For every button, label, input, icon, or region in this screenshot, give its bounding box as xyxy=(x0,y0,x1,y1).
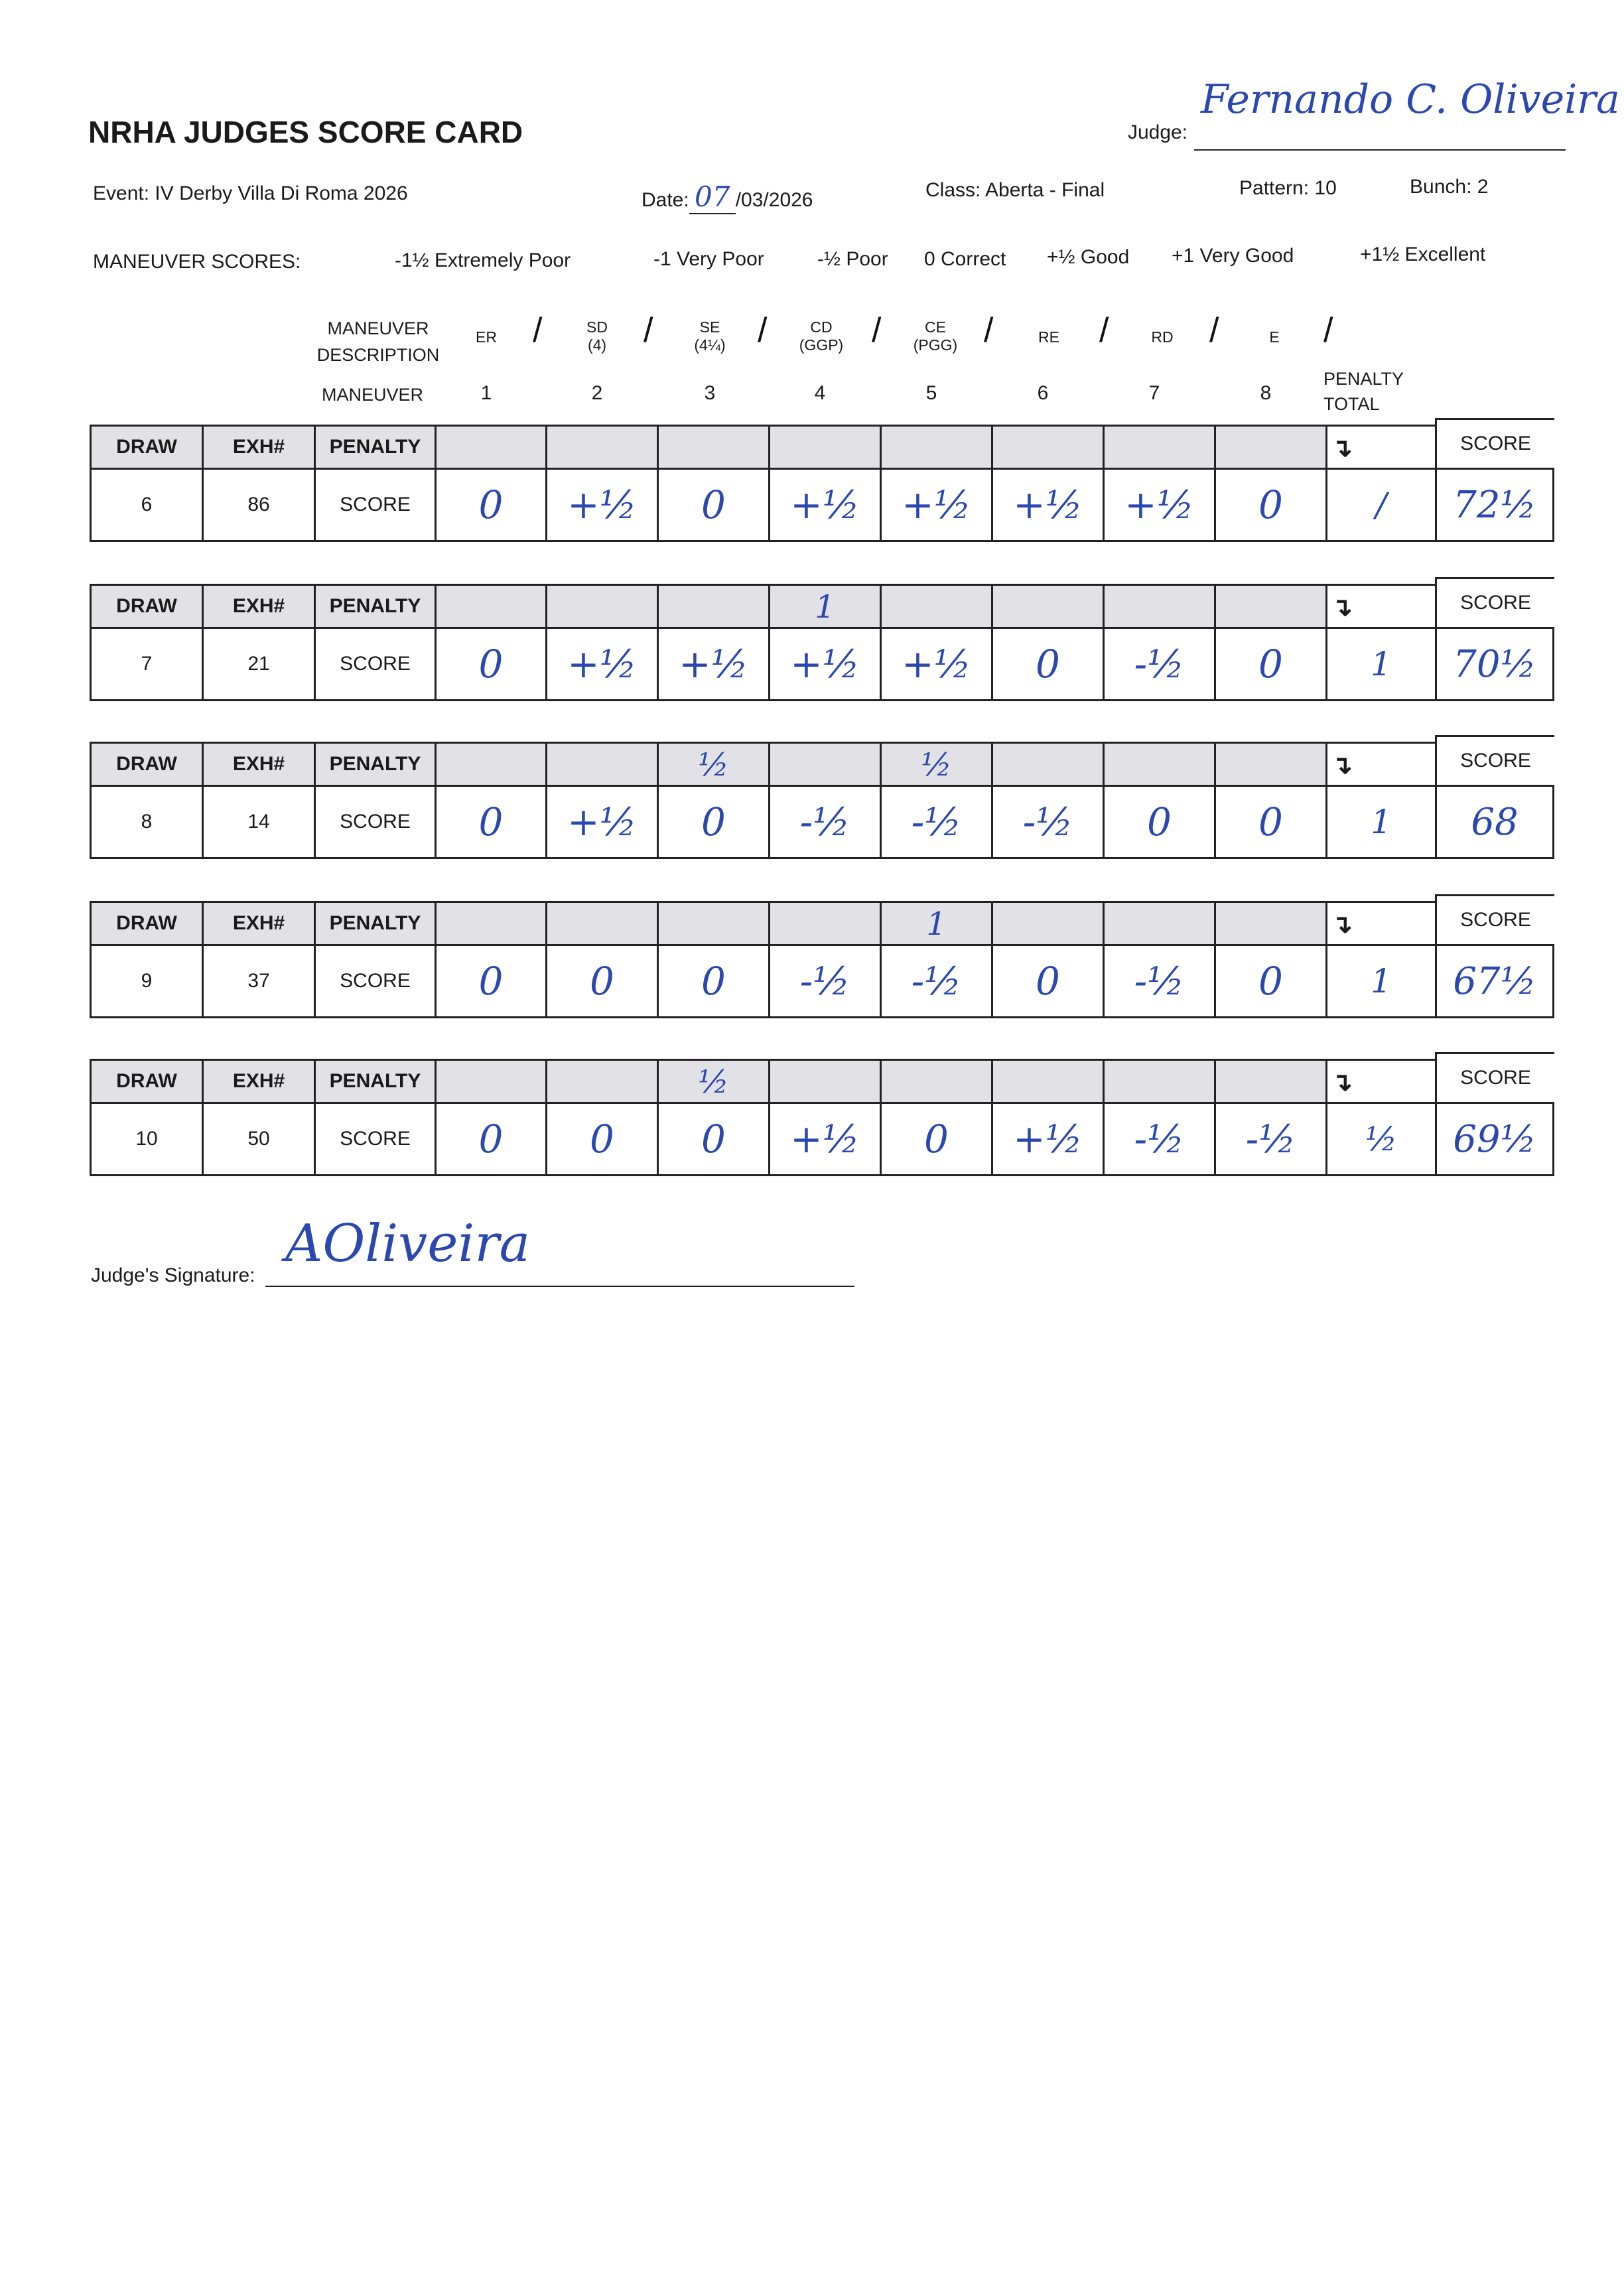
legend-poor: -½ Poor xyxy=(817,248,888,270)
exh-value: 86 xyxy=(202,468,316,542)
penalty-cell-5: 1 xyxy=(880,901,993,946)
score-entry-block xyxy=(90,742,1554,864)
maneuver-score-5: -½ xyxy=(880,785,993,859)
draw-value: 9 xyxy=(90,944,204,1018)
maneuver-abbr-4: CD (GGP) xyxy=(799,318,844,354)
penalty-cell-1 xyxy=(435,901,547,946)
maneuver-score-7: -½ xyxy=(1103,1102,1216,1176)
score-row-label: SCORE xyxy=(314,1102,437,1176)
legend-good: +½ Good xyxy=(1047,246,1130,268)
penalty-header: PENALTY xyxy=(314,1059,437,1104)
exh-value: 50 xyxy=(202,1102,316,1176)
penalty-cell-1 xyxy=(435,742,547,787)
final-score-value: 70½ xyxy=(1435,627,1554,701)
maneuver-divider: / xyxy=(984,311,994,350)
penalty-cell-5 xyxy=(880,425,993,470)
maneuver-score-2: 0 xyxy=(545,1102,659,1176)
maneuver-score-7: -½ xyxy=(1103,944,1216,1018)
score-entry-block xyxy=(90,584,1554,707)
event-label: Event: IV Derby Villa Di Roma 2026 xyxy=(93,182,408,204)
judge-name-handwritten: Fernando C. Oliveira xyxy=(1201,76,1620,123)
penalty-cell-4 xyxy=(768,901,882,946)
final-score-header: SCORE xyxy=(1435,735,1554,785)
penalty-cell-4: 1 xyxy=(768,584,882,629)
maneuver-score-7: -½ xyxy=(1103,627,1216,701)
maneuver-score-3: 0 xyxy=(657,468,770,542)
penalty-cell-3: ½ xyxy=(657,742,770,787)
maneuver-score-8: 0 xyxy=(1214,944,1327,1018)
legend-extremely-poor: -1½ Extremely Poor xyxy=(395,249,571,271)
maneuver-score-6: 0 xyxy=(991,627,1105,701)
maneuver-number-3: 3 xyxy=(704,382,716,404)
bunch-label: Bunch: 2 xyxy=(1410,176,1489,198)
maneuver-description-label: MANEUVER DESCRIPTION xyxy=(316,318,440,365)
maneuver-score-3: 0 xyxy=(657,1102,770,1176)
maneuver-score-1: 0 xyxy=(435,1102,547,1176)
maneuver-abbr-5: CE (PGG) xyxy=(913,318,958,354)
penalty-cell-8 xyxy=(1214,742,1327,787)
draw-header: DRAW xyxy=(90,1059,204,1104)
draw-value: 7 xyxy=(90,627,204,701)
maneuver-number-2: 2 xyxy=(591,382,603,404)
penalty-cell-5: ½ xyxy=(880,742,993,787)
maneuver-label: MANEUVER xyxy=(322,385,424,405)
final-score-header: SCORE xyxy=(1435,418,1554,468)
signature-line xyxy=(265,1286,854,1287)
final-score-value: 67½ xyxy=(1435,944,1554,1018)
legend-very-good: +1 Very Good xyxy=(1172,245,1294,267)
maneuver-score-7: +½ xyxy=(1103,468,1216,542)
penalty-cell-7 xyxy=(1103,425,1216,470)
class-label: Class: Aberta - Final xyxy=(925,179,1105,201)
penalty-cell-7 xyxy=(1103,742,1216,787)
maneuver-score-3: +½ xyxy=(657,627,770,701)
penalty-cell-7 xyxy=(1103,901,1216,946)
score-row-label: SCORE xyxy=(314,944,437,1018)
draw-header: DRAW xyxy=(90,584,204,629)
judge-signature: AOliveira xyxy=(285,1214,531,1274)
score-row-label: SCORE xyxy=(314,627,437,701)
exh-header: EXH# xyxy=(202,425,316,470)
maneuver-score-2: +½ xyxy=(545,785,659,859)
maneuver-score-8: 0 xyxy=(1214,785,1327,859)
penalty-total-arrow: ↴ xyxy=(1325,1059,1437,1104)
legend-excellent: +1½ Excellent xyxy=(1360,243,1486,265)
penalty-header: PENALTY xyxy=(314,901,437,946)
penalty-cell-2 xyxy=(545,425,659,470)
penalty-cell-4 xyxy=(768,1059,882,1104)
penalty-cell-6 xyxy=(991,1059,1105,1104)
penalty-cell-5 xyxy=(880,1059,993,1104)
maneuver-score-8: 0 xyxy=(1214,627,1327,701)
exh-value: 21 xyxy=(202,627,316,701)
penalty-cell-7 xyxy=(1103,1059,1216,1104)
final-score-header: SCORE xyxy=(1435,894,1554,944)
penalty-cell-3 xyxy=(657,584,770,629)
penalty-total-value: 1 xyxy=(1325,785,1437,859)
maneuver-divider: / xyxy=(1209,311,1219,350)
judge-line xyxy=(1194,149,1566,151)
score-row-label: SCORE xyxy=(314,785,437,859)
maneuver-score-4: +½ xyxy=(768,627,882,701)
penalty-cell-8 xyxy=(1214,1059,1327,1104)
maneuver-abbr-3: SE (4¼) xyxy=(694,318,726,354)
score-row-label: SCORE xyxy=(314,468,437,542)
legend-correct: 0 Correct xyxy=(924,248,1006,270)
penalty-total-value: / xyxy=(1325,468,1437,542)
judge-label: Judge: xyxy=(1128,121,1188,143)
penalty-total-arrow: ↴ xyxy=(1325,425,1437,470)
maneuver-number-1: 1 xyxy=(480,382,492,404)
penalty-total-arrow: ↴ xyxy=(1325,901,1437,946)
penalty-header: PENALTY xyxy=(314,584,437,629)
maneuver-abbr-8: E xyxy=(1269,328,1280,346)
penalty-total-arrow: ↴ xyxy=(1325,742,1437,787)
maneuver-score-8: 0 xyxy=(1214,468,1327,542)
penalty-cell-6 xyxy=(991,901,1105,946)
maneuver-score-6: -½ xyxy=(991,785,1105,859)
penalty-cell-4 xyxy=(768,425,882,470)
date-day-handwritten: 07 xyxy=(689,180,736,214)
exh-value: 14 xyxy=(202,785,316,859)
signature-label: Judge's Signature: xyxy=(91,1264,255,1286)
draw-header: DRAW xyxy=(90,742,204,787)
maneuver-abbr-6: RE xyxy=(1038,328,1059,346)
penalty-cell-6 xyxy=(991,584,1105,629)
maneuver-score-6: +½ xyxy=(991,1102,1105,1176)
penalty-total-value: 1 xyxy=(1325,627,1437,701)
maneuver-score-3: 0 xyxy=(657,944,770,1018)
penalty-cell-2 xyxy=(545,742,659,787)
maneuver-divider: / xyxy=(643,311,653,350)
penalty-cell-6 xyxy=(991,425,1105,470)
maneuver-score-5: +½ xyxy=(880,468,993,542)
maneuver-divider: / xyxy=(872,311,882,350)
maneuver-score-5: 0 xyxy=(880,1102,993,1176)
draw-value: 8 xyxy=(90,785,204,859)
score-entry-block xyxy=(90,425,1554,547)
maneuver-scores-label: MANEUVER SCORES: xyxy=(93,251,301,273)
penalty-cell-2 xyxy=(545,901,659,946)
maneuver-number-6: 6 xyxy=(1037,382,1049,404)
score-entry-block xyxy=(90,901,1554,1024)
maneuver-score-2: +½ xyxy=(545,627,659,701)
maneuver-score-2: +½ xyxy=(545,468,659,542)
pattern-label: Pattern: 10 xyxy=(1239,177,1337,199)
maneuver-score-4: +½ xyxy=(768,468,882,542)
maneuver-score-6: +½ xyxy=(991,468,1105,542)
exh-value: 37 xyxy=(202,944,316,1018)
maneuver-number-4: 4 xyxy=(814,382,826,404)
penalty-cell-1 xyxy=(435,584,547,629)
maneuver-divider: / xyxy=(1099,311,1109,350)
penalty-cell-8 xyxy=(1214,901,1327,946)
penalty-cell-4 xyxy=(768,742,882,787)
page-title: NRHA JUDGES SCORE CARD xyxy=(88,115,523,149)
draw-header: DRAW xyxy=(90,901,204,946)
penalty-header: PENALTY xyxy=(314,742,437,787)
maneuver-score-4: -½ xyxy=(768,944,882,1018)
penalty-cell-3 xyxy=(657,425,770,470)
penalty-cell-7 xyxy=(1103,584,1216,629)
penalty-cell-1 xyxy=(435,1059,547,1104)
penalty-cell-8 xyxy=(1214,584,1327,629)
penalty-total-label: PENALTY TOTAL xyxy=(1323,369,1404,414)
maneuver-score-1: 0 xyxy=(435,944,547,1018)
final-score-value: 69½ xyxy=(1435,1102,1554,1176)
penalty-cell-2 xyxy=(545,1059,659,1104)
draw-value: 10 xyxy=(90,1102,204,1176)
penalty-header: PENALTY xyxy=(314,425,437,470)
draw-value: 6 xyxy=(90,468,204,542)
penalty-total-value: 1 xyxy=(1325,944,1437,1018)
maneuver-score-1: 0 xyxy=(435,785,547,859)
penalty-total-arrow: ↴ xyxy=(1325,584,1437,629)
exh-header: EXH# xyxy=(202,742,316,787)
final-score-value: 72½ xyxy=(1435,468,1554,542)
legend-very-poor: -1 Very Poor xyxy=(653,248,764,270)
maneuver-score-2: 0 xyxy=(545,944,659,1018)
maneuver-number-5: 5 xyxy=(925,382,937,404)
maneuver-abbr-2: SD (4) xyxy=(586,318,608,354)
exh-header: EXH# xyxy=(202,584,316,629)
penalty-cell-1 xyxy=(435,425,547,470)
maneuver-score-8: -½ xyxy=(1214,1102,1327,1176)
penalty-total-value: ½ xyxy=(1325,1102,1437,1176)
maneuver-score-3: 0 xyxy=(657,785,770,859)
final-score-value: 68 xyxy=(1435,785,1554,859)
date-label xyxy=(642,180,813,214)
draw-header: DRAW xyxy=(90,425,204,470)
maneuver-score-5: -½ xyxy=(880,944,993,1018)
exh-header: EXH# xyxy=(202,1059,316,1104)
maneuver-abbr-1: ER xyxy=(476,328,497,346)
maneuver-score-1: 0 xyxy=(435,468,547,542)
final-score-header: SCORE xyxy=(1435,1052,1554,1102)
penalty-cell-3: ½ xyxy=(657,1059,770,1104)
exh-header: EXH# xyxy=(202,901,316,946)
maneuver-divider: / xyxy=(1323,311,1333,350)
maneuver-number-8: 8 xyxy=(1260,382,1272,404)
date-prefix: Date: xyxy=(642,189,689,211)
maneuver-score-5: +½ xyxy=(880,627,993,701)
maneuver-number-7: 7 xyxy=(1148,382,1160,404)
penalty-cell-2 xyxy=(545,584,659,629)
maneuver-score-4: -½ xyxy=(768,785,882,859)
maneuver-abbr-7: RD xyxy=(1151,328,1174,346)
final-score-header: SCORE xyxy=(1435,577,1554,627)
maneuver-divider: / xyxy=(533,311,543,350)
maneuver-score-4: +½ xyxy=(768,1102,882,1176)
maneuver-divider: / xyxy=(758,311,768,350)
penalty-cell-5 xyxy=(880,584,993,629)
date-rest: /03/2026 xyxy=(735,189,813,211)
maneuver-score-7: 0 xyxy=(1103,785,1216,859)
score-entry-block xyxy=(90,1059,1554,1182)
maneuver-score-1: 0 xyxy=(435,627,547,701)
penalty-cell-8 xyxy=(1214,425,1327,470)
maneuver-score-6: 0 xyxy=(991,944,1105,1018)
penalty-cell-3 xyxy=(657,901,770,946)
penalty-cell-6 xyxy=(991,742,1105,787)
